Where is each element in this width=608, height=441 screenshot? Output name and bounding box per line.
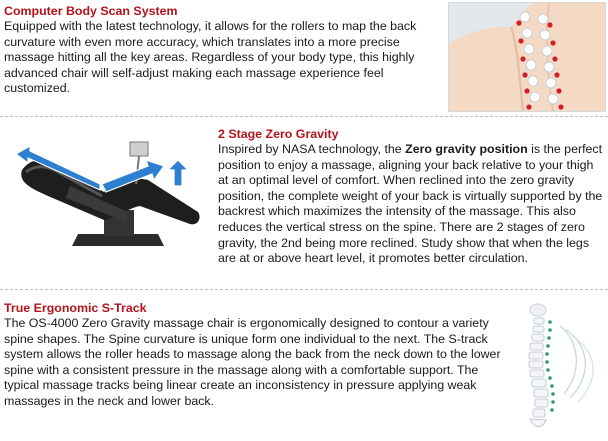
section-s-track [4, 301, 514, 410]
zero-gravity-description [218, 142, 603, 267]
body-scan-description: Equipped with the latest technology, it allows for the rollers to map the back curvature with even more accuracy, which translates into a more precise massage hitting all the key areas. Regardless of your body type, this highly advanced chair will self-adjust making each massage experience feel customized. [4, 19, 417, 96]
heading-body-scan: Computer Body Scan System [4, 4, 178, 18]
zero-gravity-chair-illustration [8, 126, 208, 250]
s-track-description: The OS-4000 Zero Gravity massage chair is ergonomically designed to contour a variety spine shapes. The Spine curvature is unique form one individual to the next. The S-track system allows the roller heads to massage along the back from the neck down to the lower spine with a consistent pressure in the massage along with a comfortable support. The typical massage tracks being linear create an inconsistency in pressure applying weak massages in the neck and lower back. [4, 316, 501, 408]
zero-gravity-text-prefix: Inspired by NASA technology, the [218, 142, 406, 156]
section-body-scan [4, 4, 444, 97]
s-track-spine-illustration [508, 302, 608, 436]
heading-zero-gravity: 2 Stage Zero Gravity [218, 127, 339, 141]
zero-gravity-bold-phrase: Zero gravity position [405, 142, 528, 156]
s-track-roller-dots [545, 320, 555, 412]
spine-vertebrae [529, 318, 548, 427]
zero-gravity-text-suffix: is the perfect position to enjoy a massage, aligning your back relative to your thigh at an optimal level of comfort. When reclined into the zero gravity position, the complete weight of your back is virtually supported by the backrest which maximizes the intensity of the massage. This also reduces the vertical stress on the spine. There are 2 stages of zero gravity, the 2nd being more reclined. Study show that when the legs are at or above heart level, it promotes better circulation. [218, 142, 603, 266]
section-divider [0, 289, 608, 290]
heading-s-track: True Ergonomic S-Track [4, 301, 147, 315]
back-scan-illustration [448, 2, 606, 112]
section-divider [0, 116, 608, 117]
section-zero-gravity [218, 127, 603, 267]
